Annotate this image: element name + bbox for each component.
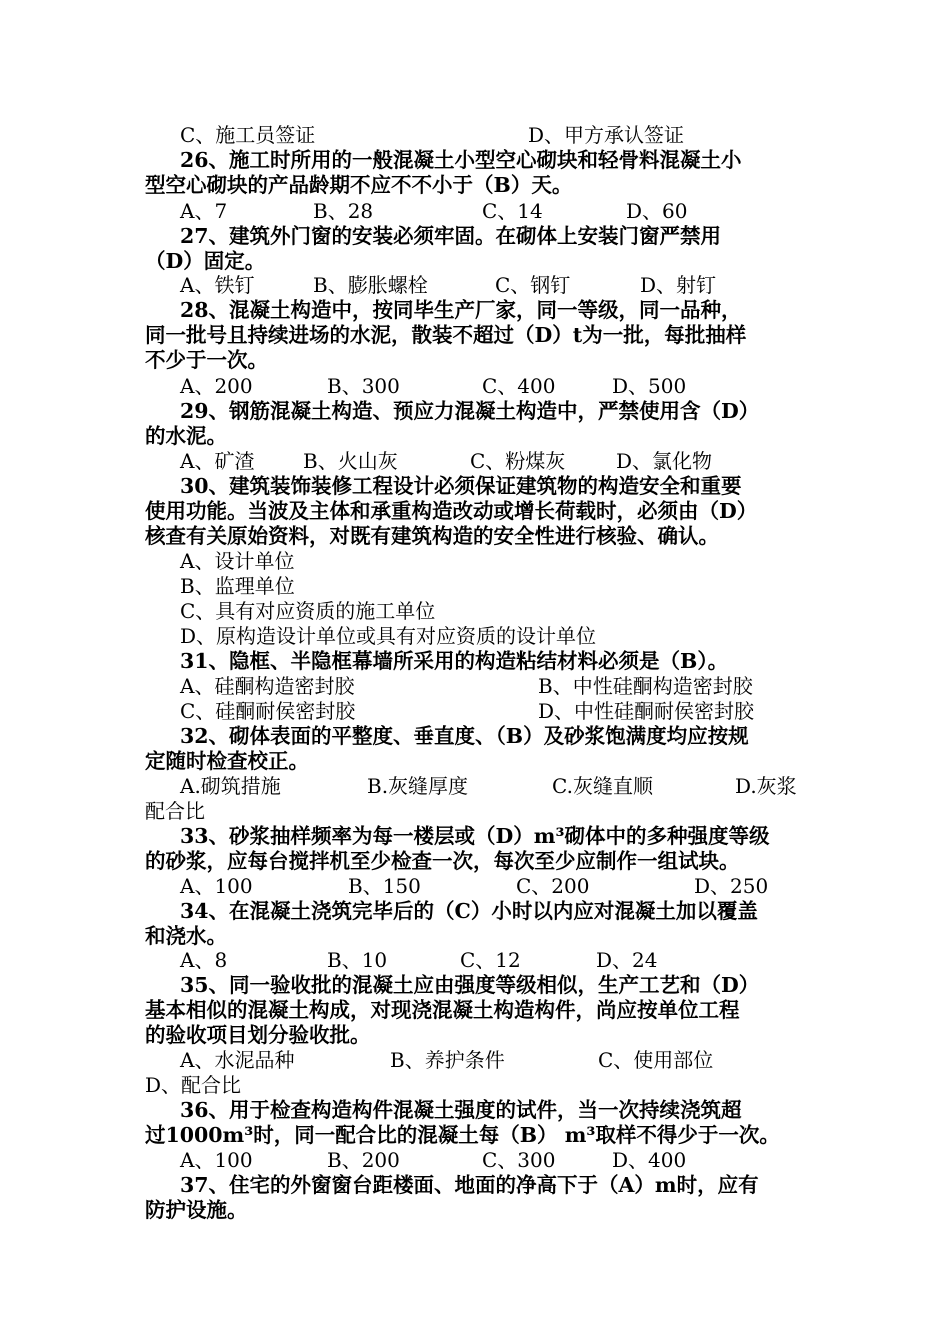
option-text: C、硅酮耐侯密封胶 xyxy=(180,699,356,723)
option-text: D、射钉 xyxy=(640,273,717,297)
option-text: D、中性硅酮耐侯密封胶 xyxy=(538,699,755,723)
option-text: A、铁钉 xyxy=(180,273,255,297)
option-text: C、使用部位 xyxy=(598,1048,714,1072)
option-text: D、400 xyxy=(612,1148,687,1172)
option-text: D、500 xyxy=(612,374,687,398)
question-text-line: 同一批号且持续进场的水泥，散装不超过（D）t为一批，每批抽样 xyxy=(145,323,747,347)
option-text: C、施工员签证 xyxy=(180,123,316,147)
option-text: A、矿渣 xyxy=(180,449,255,473)
question-text-line: 27、建筑外门窗的安装必须牢固。在砌体上安装门窗严禁用 xyxy=(180,224,722,248)
option-text: A、8 xyxy=(180,948,228,972)
option-text: B、10 xyxy=(327,948,388,972)
option-text: A、100 xyxy=(180,874,253,898)
option-text: A、设计单位 xyxy=(180,549,295,573)
question-text-line: 使用功能。当波及主体和承重构造改动或增长荷载时，必须由（D） xyxy=(145,499,758,523)
option-text: B、中性硅酮构造密封胶 xyxy=(538,674,753,698)
option-text: C、具有对应资质的施工单位 xyxy=(180,599,436,623)
option-text: B、监理单位 xyxy=(180,574,295,598)
question-text-line: 的水泥。 xyxy=(145,424,227,448)
question-text-line: 33、砂浆抽样频率为每一楼层或（D）m³砌体中的多种强度等级 xyxy=(180,824,770,848)
option-text: D、甲方承认签证 xyxy=(528,123,685,147)
option-text: A、200 xyxy=(180,374,253,398)
option-text: C、12 xyxy=(460,948,521,972)
question-text-line: 基本相似的混凝土构成，对现浇混凝土构造构件，尚应按单位工程 xyxy=(145,998,740,1022)
option-text: C.灰缝直顺 xyxy=(552,774,653,798)
option-text: C、300 xyxy=(482,1148,556,1172)
question-text-line: 31、隐框、半隐框幕墙所采用的构造粘结材料必须是（B）。 xyxy=(180,649,729,673)
option-text: D、氯化物 xyxy=(616,449,713,473)
question-text-line: （D）固定。 xyxy=(145,249,266,273)
option-text: C、粉煤灰 xyxy=(470,449,566,473)
option-text: C、钢钉 xyxy=(495,273,571,297)
question-text-line: 29、钢筋混凝土构造、预应力混凝土构造中，严禁使用含（D） xyxy=(180,399,760,423)
question-text-line: 防护设施。 xyxy=(145,1198,248,1222)
option-text: D、原构造设计单位或具有对应资质的设计单位 xyxy=(180,624,597,648)
question-text-line: 和浇水。 xyxy=(145,924,227,948)
option-text: C、400 xyxy=(482,374,556,398)
option-text: B、300 xyxy=(327,374,400,398)
option-text: A、硅酮构造密封胶 xyxy=(180,674,355,698)
option-text: A、水泥品种 xyxy=(180,1048,295,1072)
option-text: D.灰浆 xyxy=(735,774,797,798)
question-text-line: 的砂浆，应每台搅拌机至少检查一次，每次至少应制作一组试块。 xyxy=(145,849,740,873)
option-text: A、7 xyxy=(180,199,228,223)
option-text: 配合比 xyxy=(145,799,205,823)
question-text-line: 核查有关原始资料，对既有建筑构造的安全性进行核验、确认。 xyxy=(145,524,719,548)
option-text: D、250 xyxy=(694,874,769,898)
question-text-line: 36、用于检查构造构件混凝土强度的试件，当一次持续浇筑超 xyxy=(180,1098,742,1122)
option-text: A、100 xyxy=(180,1148,253,1172)
option-text: B.灰缝厚度 xyxy=(367,774,469,798)
question-text-line: 37、住宅的外窗窗台距楼面、地面的净高下于（A）m时，应有 xyxy=(180,1173,759,1197)
option-text: C、14 xyxy=(482,199,543,223)
option-text: B、200 xyxy=(327,1148,400,1172)
option-text: D、60 xyxy=(626,199,688,223)
option-text: D、配合比 xyxy=(145,1073,242,1097)
question-text-line: 26、施工时所用的一般混凝土小型空心砌块和轻骨料混凝土小 xyxy=(180,148,742,172)
question-text-line: 30、建筑装饰装修工程设计必须保证建筑物的构造安全和重要 xyxy=(180,474,742,498)
option-text: B、膨胀螺栓 xyxy=(313,273,428,297)
option-text: A.砌筑措施 xyxy=(180,774,281,798)
question-text-line: 35、同一验收批的混凝土应由强度等级相似，生产工艺和（D） xyxy=(180,973,760,997)
question-text-line: 的验收项目划分验收批。 xyxy=(145,1023,371,1047)
option-text: B、养护条件 xyxy=(390,1048,505,1072)
question-text-line: 型空心砌块的产品龄期不应不不小于（B）天。 xyxy=(145,173,573,197)
question-text-line: 不少于一次。 xyxy=(145,348,268,372)
question-text-line: 定随时检查校正。 xyxy=(145,749,309,773)
option-text: B、150 xyxy=(348,874,421,898)
question-text-line: 过1000m³时，同一配合比的混凝土每（B） m³取样不得少于一次。 xyxy=(145,1123,780,1147)
question-text-line: 34、在混凝土浇筑完毕后的（C）小时以内应对混凝土加以覆盖 xyxy=(180,899,758,923)
option-text: C、200 xyxy=(516,874,590,898)
question-text-line: 28、混凝土构造中，按同毕生产厂家，同一等级，同一品种， xyxy=(180,298,742,322)
option-text: B、28 xyxy=(313,199,374,223)
option-text: B、火山灰 xyxy=(303,449,398,473)
option-text: D、24 xyxy=(596,948,658,972)
question-text-line: 32、砌体表面的平整度、垂直度、（B）及砂浆饱满度均应按规 xyxy=(180,724,749,748)
